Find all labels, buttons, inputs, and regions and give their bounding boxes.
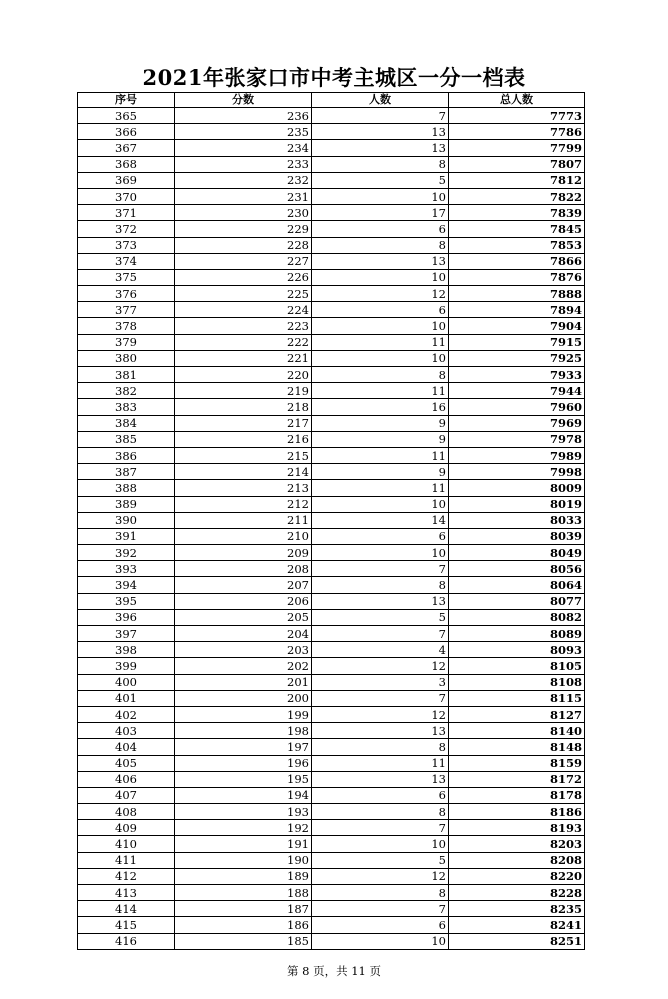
cell-count: 6: [312, 787, 449, 803]
cell-count: 13: [312, 593, 449, 609]
cell-total: 8148: [449, 739, 585, 755]
cell-total: 8108: [449, 674, 585, 690]
cell-count: 5: [312, 609, 449, 625]
cell-seq: 396: [78, 609, 175, 625]
cell-count: 11: [312, 383, 449, 399]
cell-score: 185: [175, 933, 312, 949]
cell-total: 8172: [449, 771, 585, 787]
cell-score: 226: [175, 269, 312, 285]
cell-count: 10: [312, 318, 449, 334]
table-row: [78, 399, 585, 415]
table-row: [78, 868, 585, 884]
cell-count: 13: [312, 253, 449, 269]
cell-total: 8089: [449, 626, 585, 642]
cell-total: 7853: [449, 237, 585, 253]
cell-score: 218: [175, 399, 312, 415]
table-row: [78, 771, 585, 787]
cell-score: 188: [175, 885, 312, 901]
cell-score: 228: [175, 237, 312, 253]
cell-seq: 372: [78, 221, 175, 237]
table-row: [78, 642, 585, 658]
cell-total: 8241: [449, 917, 585, 933]
column-header-count: 人数: [312, 93, 449, 108]
cell-total: 7933: [449, 367, 585, 383]
cell-seq: 379: [78, 334, 175, 350]
cell-seq: 400: [78, 674, 175, 690]
table-row: [78, 933, 585, 949]
table-row: [78, 318, 585, 334]
cell-seq: 369: [78, 172, 175, 188]
table-header-row: [78, 93, 585, 108]
cell-seq: 387: [78, 464, 175, 480]
cell-seq: 391: [78, 528, 175, 544]
cell-count: 9: [312, 464, 449, 480]
cell-seq: 373: [78, 237, 175, 253]
table-row: [78, 755, 585, 771]
cell-score: 199: [175, 706, 312, 722]
cell-total: 8077: [449, 593, 585, 609]
cell-seq: 370: [78, 188, 175, 204]
cell-count: 7: [312, 820, 449, 836]
cell-score: 196: [175, 755, 312, 771]
cell-total: 8056: [449, 561, 585, 577]
cell-seq: 412: [78, 868, 175, 884]
table-row: [78, 739, 585, 755]
cell-total: 8228: [449, 885, 585, 901]
cell-count: 10: [312, 496, 449, 512]
cell-score: 209: [175, 545, 312, 561]
cell-score: 205: [175, 609, 312, 625]
table-row: [78, 836, 585, 852]
cell-count: 8: [312, 739, 449, 755]
cell-total: 8115: [449, 690, 585, 706]
table-row: [78, 528, 585, 544]
cell-total: 8064: [449, 577, 585, 593]
cell-seq: 384: [78, 415, 175, 431]
cell-total: 8009: [449, 480, 585, 496]
table-row: [78, 561, 585, 577]
cell-count: 10: [312, 933, 449, 949]
cell-score: 219: [175, 383, 312, 399]
table-row: [78, 464, 585, 480]
cell-score: 225: [175, 286, 312, 302]
cell-seq: 394: [78, 577, 175, 593]
cell-count: 16: [312, 399, 449, 415]
cell-count: 7: [312, 561, 449, 577]
cell-score: 204: [175, 626, 312, 642]
cell-total: 8093: [449, 642, 585, 658]
cell-count: 9: [312, 431, 449, 447]
cell-count: 6: [312, 302, 449, 318]
cell-count: 11: [312, 480, 449, 496]
cell-score: 190: [175, 852, 312, 868]
cell-count: 5: [312, 172, 449, 188]
cell-total: 7998: [449, 464, 585, 480]
cell-total: 7799: [449, 140, 585, 156]
cell-count: 8: [312, 367, 449, 383]
cell-count: 5: [312, 852, 449, 868]
cell-seq: 413: [78, 885, 175, 901]
cell-seq: 406: [78, 771, 175, 787]
cell-score: 191: [175, 836, 312, 852]
cell-score: 213: [175, 480, 312, 496]
cell-score: 212: [175, 496, 312, 512]
cell-score: 217: [175, 415, 312, 431]
cell-total: 7969: [449, 415, 585, 431]
cell-seq: 365: [78, 108, 175, 124]
table-row: [78, 626, 585, 642]
cell-seq: 386: [78, 447, 175, 463]
cell-total: 8159: [449, 755, 585, 771]
cell-score: 206: [175, 593, 312, 609]
cell-total: 8220: [449, 868, 585, 884]
table-row: [78, 690, 585, 706]
cell-score: 214: [175, 464, 312, 480]
cell-total: 8039: [449, 528, 585, 544]
table-row: [78, 512, 585, 528]
table-row: [78, 334, 585, 350]
cell-count: 10: [312, 836, 449, 852]
table-row: [78, 820, 585, 836]
cell-total: 8203: [449, 836, 585, 852]
cell-count: 8: [312, 237, 449, 253]
cell-seq: 410: [78, 836, 175, 852]
cell-score: 231: [175, 188, 312, 204]
cell-total: 8235: [449, 901, 585, 917]
cell-score: 235: [175, 124, 312, 140]
cell-score: 187: [175, 901, 312, 917]
cell-score: 222: [175, 334, 312, 350]
cell-count: 4: [312, 642, 449, 658]
cell-score: 211: [175, 512, 312, 528]
cell-seq: 416: [78, 933, 175, 949]
cell-count: 9: [312, 415, 449, 431]
cell-total: 7894: [449, 302, 585, 318]
cell-score: 227: [175, 253, 312, 269]
table-row: [78, 706, 585, 722]
page-title: 2021年张家口市中考主城区一分一档表: [142, 65, 526, 90]
cell-count: 3: [312, 674, 449, 690]
table-row: [78, 447, 585, 463]
cell-total: 8208: [449, 852, 585, 868]
table-row: [78, 156, 585, 172]
table-row: [78, 593, 585, 609]
cell-total: 8019: [449, 496, 585, 512]
cell-seq: 377: [78, 302, 175, 318]
cell-seq: 382: [78, 383, 175, 399]
cell-score: 192: [175, 820, 312, 836]
cell-seq: 398: [78, 642, 175, 658]
cell-seq: 376: [78, 286, 175, 302]
cell-count: 7: [312, 901, 449, 917]
cell-seq: 390: [78, 512, 175, 528]
cell-seq: 375: [78, 269, 175, 285]
cell-count: 8: [312, 577, 449, 593]
cell-total: 7944: [449, 383, 585, 399]
table-row: [78, 237, 585, 253]
cell-total: 8127: [449, 706, 585, 722]
cell-score: 221: [175, 350, 312, 366]
cell-score: 194: [175, 787, 312, 803]
table-row: [78, 221, 585, 237]
cell-total: 7839: [449, 205, 585, 221]
cell-score: 201: [175, 674, 312, 690]
cell-score: 186: [175, 917, 312, 933]
cell-seq: 411: [78, 852, 175, 868]
cell-count: 11: [312, 447, 449, 463]
cell-score: 232: [175, 172, 312, 188]
cell-seq: 381: [78, 367, 175, 383]
cell-seq: 371: [78, 205, 175, 221]
cell-score: 197: [175, 739, 312, 755]
cell-score: 216: [175, 431, 312, 447]
page-footer: 第 8 页，共 11 页: [286, 964, 382, 978]
cell-count: 12: [312, 706, 449, 722]
cell-count: 7: [312, 108, 449, 124]
table-row: [78, 350, 585, 366]
cell-count: 13: [312, 124, 449, 140]
cell-count: 6: [312, 528, 449, 544]
cell-count: 10: [312, 350, 449, 366]
cell-count: 10: [312, 545, 449, 561]
cell-count: 17: [312, 205, 449, 221]
cell-seq: 385: [78, 431, 175, 447]
cell-seq: 383: [78, 399, 175, 415]
table-row: [78, 188, 585, 204]
cell-seq: 415: [78, 917, 175, 933]
cell-score: 223: [175, 318, 312, 334]
cell-total: 7812: [449, 172, 585, 188]
cell-score: 210: [175, 528, 312, 544]
cell-score: 230: [175, 205, 312, 221]
cell-seq: 408: [78, 804, 175, 820]
cell-seq: 380: [78, 350, 175, 366]
table-row: [78, 205, 585, 221]
table-row: [78, 496, 585, 512]
table-row: [78, 480, 585, 496]
cell-score: 233: [175, 156, 312, 172]
cell-seq: 389: [78, 496, 175, 512]
cell-seq: 388: [78, 480, 175, 496]
cell-seq: 409: [78, 820, 175, 836]
cell-total: 7866: [449, 253, 585, 269]
cell-score: 200: [175, 690, 312, 706]
cell-count: 13: [312, 723, 449, 739]
cell-total: 8033: [449, 512, 585, 528]
cell-seq: 405: [78, 755, 175, 771]
cell-total: 7888: [449, 286, 585, 302]
table-row: [78, 658, 585, 674]
cell-score: 193: [175, 804, 312, 820]
cell-seq: 404: [78, 739, 175, 755]
cell-seq: 403: [78, 723, 175, 739]
table-row: [78, 431, 585, 447]
cell-total: 7786: [449, 124, 585, 140]
cell-seq: 393: [78, 561, 175, 577]
cell-count: 12: [312, 868, 449, 884]
table-row: [78, 901, 585, 917]
cell-score: 215: [175, 447, 312, 463]
cell-seq: 407: [78, 787, 175, 803]
table-row: [78, 577, 585, 593]
table-row: [78, 124, 585, 140]
cell-seq: 368: [78, 156, 175, 172]
cell-count: 7: [312, 626, 449, 642]
table-row: [78, 852, 585, 868]
cell-score: 220: [175, 367, 312, 383]
cell-total: 7822: [449, 188, 585, 204]
table-row: [78, 917, 585, 933]
cell-total: 8178: [449, 787, 585, 803]
table-row: [78, 253, 585, 269]
table-row: [78, 787, 585, 803]
table-row: [78, 885, 585, 901]
cell-count: 13: [312, 140, 449, 156]
cell-total: 8251: [449, 933, 585, 949]
table-row: [78, 172, 585, 188]
cell-count: 14: [312, 512, 449, 528]
cell-score: 224: [175, 302, 312, 318]
cell-count: 13: [312, 771, 449, 787]
cell-count: 6: [312, 917, 449, 933]
cell-total: 8082: [449, 609, 585, 625]
cell-seq: 395: [78, 593, 175, 609]
cell-score: 195: [175, 771, 312, 787]
cell-count: 12: [312, 658, 449, 674]
cell-score: 236: [175, 108, 312, 124]
cell-seq: 378: [78, 318, 175, 334]
cell-score: 189: [175, 868, 312, 884]
column-header-seq: 序号: [78, 93, 175, 108]
table-row: [78, 140, 585, 156]
cell-count: 8: [312, 804, 449, 820]
cell-total: 8186: [449, 804, 585, 820]
cell-total: 7845: [449, 221, 585, 237]
cell-count: 10: [312, 188, 449, 204]
column-header-score: 分数: [175, 93, 312, 108]
cell-score: 203: [175, 642, 312, 658]
cell-total: 7960: [449, 399, 585, 415]
cell-score: 198: [175, 723, 312, 739]
column-header-total: 总人数: [449, 93, 585, 108]
table-row: [78, 269, 585, 285]
cell-total: 7915: [449, 334, 585, 350]
cell-total: 7876: [449, 269, 585, 285]
cell-count: 8: [312, 156, 449, 172]
cell-seq: 366: [78, 124, 175, 140]
cell-score: 234: [175, 140, 312, 156]
table-row: [78, 804, 585, 820]
cell-count: 11: [312, 334, 449, 350]
cell-seq: 401: [78, 690, 175, 706]
table-row: [78, 383, 585, 399]
table-row: [78, 367, 585, 383]
cell-seq: 367: [78, 140, 175, 156]
table-row: [78, 674, 585, 690]
cell-total: 7989: [449, 447, 585, 463]
table-row: [78, 415, 585, 431]
cell-count: 11: [312, 755, 449, 771]
table-body: [78, 108, 585, 950]
cell-seq: 392: [78, 545, 175, 561]
cell-total: 8105: [449, 658, 585, 674]
cell-count: 6: [312, 221, 449, 237]
cell-seq: 397: [78, 626, 175, 642]
cell-count: 8: [312, 885, 449, 901]
score-table: [77, 92, 585, 950]
cell-count: 10: [312, 269, 449, 285]
cell-total: 7773: [449, 108, 585, 124]
cell-score: 229: [175, 221, 312, 237]
cell-score: 208: [175, 561, 312, 577]
table-row: [78, 108, 585, 124]
cell-total: 8140: [449, 723, 585, 739]
table-row: [78, 723, 585, 739]
table-row: [78, 302, 585, 318]
cell-total: 8049: [449, 545, 585, 561]
table-row: [78, 545, 585, 561]
cell-count: 7: [312, 690, 449, 706]
cell-score: 207: [175, 577, 312, 593]
cell-seq: 402: [78, 706, 175, 722]
table-row: [78, 609, 585, 625]
cell-total: 7978: [449, 431, 585, 447]
cell-total: 7904: [449, 318, 585, 334]
cell-total: 8193: [449, 820, 585, 836]
table-row: [78, 286, 585, 302]
cell-score: 202: [175, 658, 312, 674]
cell-seq: 414: [78, 901, 175, 917]
cell-seq: 399: [78, 658, 175, 674]
cell-total: 7925: [449, 350, 585, 366]
cell-seq: 374: [78, 253, 175, 269]
cell-total: 7807: [449, 156, 585, 172]
cell-count: 12: [312, 286, 449, 302]
